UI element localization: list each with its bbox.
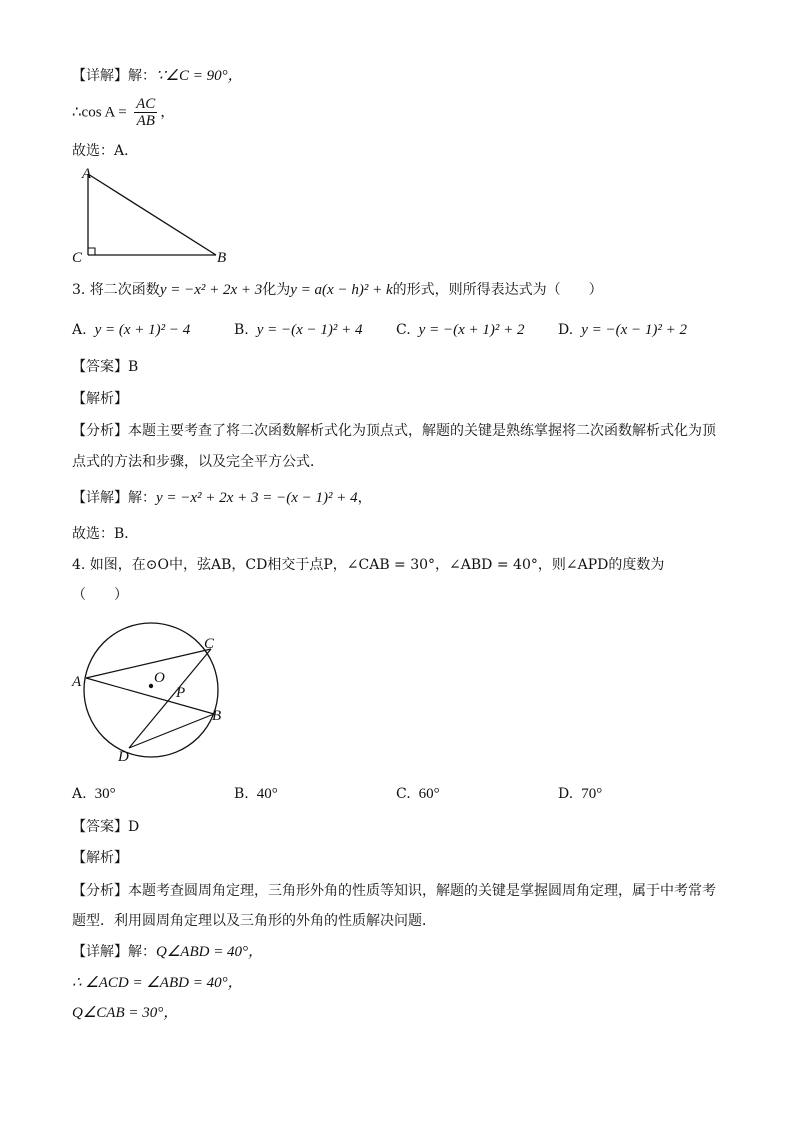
q2-detail-label: 【详解】解： (72, 68, 156, 84)
q3-analysis-line-1: 【分析】本题主要考查了将二次函数解析式化为顶点式，解题的关键是熟练掌握将二次函数解析式化为顶 (72, 423, 716, 439)
q4-detail-line-3: Q∠CAB = 30°， (72, 1005, 179, 1021)
q4-analysis-line-2: 题型．利用圆周角定理以及三角形的外角的性质解决问题． (72, 913, 436, 929)
q3-analysis-line-2: 点式的方法和步骤，以及完全平方公式． (72, 454, 324, 470)
q2-cos-fraction (134, 96, 157, 129)
q4-analysis-title: 【解析】 (72, 850, 128, 866)
q4-detail-line-1: 【详解】解：Q∠ABD = 40°， (72, 944, 264, 960)
q3-analysis-title: 【解析】 (72, 391, 128, 407)
q4-label-d: D (118, 749, 129, 765)
triangle-side-ab (88, 174, 216, 255)
q4-detail-line-2: ∴ ∠ACD = ∠ABD = 40°， (72, 975, 243, 991)
q3-option-c: C. y = −(x + 1)² + 2 (396, 322, 525, 338)
q4-answer: 【答案】D (72, 819, 140, 835)
q4-stem-line-1: 4. 如图，在⊙O中，弦AB，CD相交于点P，∠CAB = 30°，∠ABD = 40°，则∠APD的度数为 (72, 557, 665, 573)
q3-choice: 故选：B． (72, 526, 139, 542)
q3-detail-label: 【详解】解： (72, 490, 156, 506)
q4-label-p: P (176, 685, 186, 701)
q3-stem-c: 的形式，则所得表达式为（ ） (392, 282, 603, 298)
q4-option-c: C. 60° (396, 786, 440, 802)
q2-label-c: C (72, 250, 83, 266)
q2-cos-line (72, 96, 174, 129)
chord-ac (86, 649, 211, 678)
q3-option-d: D. y = −(x − 1)² + 2 (558, 322, 687, 338)
q4-label-b: B (212, 708, 222, 724)
q2-cos-numerator: AC (136, 96, 156, 112)
q3-detail: 【详解】解：y = −x² + 2x + 3 = −(x − 1)² + 4， (72, 490, 372, 506)
q2-triangle-figure (66, 164, 236, 266)
q4-label-c: C (204, 636, 215, 652)
q2-label-a: A (82, 166, 92, 182)
q4-analysis-line-1: 【分析】本题考查圆周角定理，三角形外角的性质等知识，解题的关键是掌握圆周角定理，属于中考常考 (72, 883, 716, 899)
q2-detail-line (72, 66, 243, 86)
q4-option-a: A. 30° (72, 786, 116, 802)
q4-circle-figure (66, 616, 236, 766)
q3-answer: 【答案】B (72, 359, 139, 375)
chord-ab (86, 678, 214, 714)
q3-option-a: A. y = (x + 1)² − 4 (72, 322, 191, 338)
q3-stem-form: y = a(x − h)² + k (290, 282, 393, 298)
q2-label-b: B (217, 250, 227, 266)
q3-detail-expr: y = −x² + 2x + 3 = −(x − 1)² + 4 (156, 490, 358, 506)
q2-choice: 故选：A． (72, 143, 139, 159)
q2-cos-prefix: ∴cos A = (72, 104, 127, 121)
q4-label-a: A (72, 674, 82, 690)
circle-o (84, 623, 218, 757)
center-point-icon (149, 684, 153, 688)
q3-stem-expr: y = −x² + 2x + 3 (159, 282, 263, 298)
q2-cos-suffix: ， (160, 104, 175, 121)
q4-detail-label: 【详解】解： (72, 944, 156, 960)
q3-stem-b: 化为 (262, 282, 291, 298)
chord-cd (129, 649, 211, 748)
q3-stem (72, 280, 603, 300)
q4-stem-line-2: （ ） (72, 587, 128, 603)
q2-cos-denominator: AB (136, 113, 155, 129)
q4-option-b: B. 40° (234, 786, 278, 802)
q3-stem-a: 3. 将二次函数 (72, 282, 160, 298)
right-angle-mark-icon (88, 248, 95, 255)
q4-label-o: O (154, 670, 165, 686)
q2-given: ∵∠C = 90°， (156, 68, 243, 84)
q3-option-b: B. y = −(x − 1)² + 4 (234, 322, 363, 338)
q4-option-d: D. 70° (558, 786, 603, 802)
chord-db (129, 714, 214, 748)
